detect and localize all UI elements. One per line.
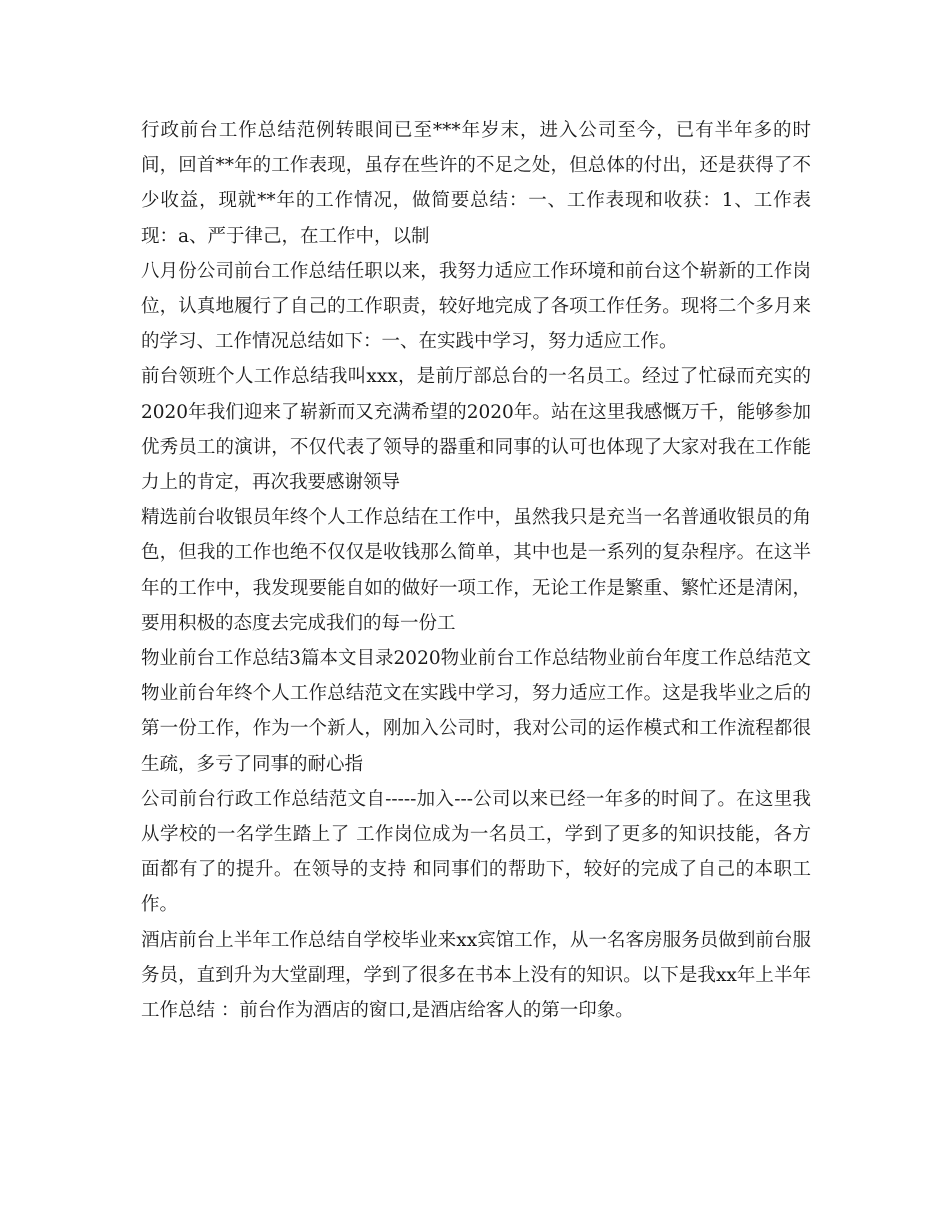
summary-paragraph-5: 物业前台工作总结3篇本文目录2020物业前台工作总结物业前台年度工作总结范文物业前台年终个人工作总结范文在实践中学习，努力适应工作。这是我毕业之后的第一份工作，作为一个新人，刚加入公司时，我对公司的运作模式和工作流程都很生疏，多亏了同事的耐心指 (141, 648, 811, 775)
summary-paragraph-7: 酒店前台上半年工作总结自学校毕业来xx宾馆工作，从一名客房服务员做到前台服务员，直到升为大堂副理，学到了很多在书本上没有的知识。以下是我xx年上半年工作总结 ：前台作为酒店的窗口,是酒店给客人的第一印象。 (141, 929, 811, 1022)
summary-paragraph-4: 精选前台收银员年终个人工作总结在工作中，虽然我只是充当一名普通收银员的角色，但我的工作也绝不仅仅是收钱那么简单，其中也是一系列的复杂程序。在这半年的工作中，我发现要能自如的做好一项工作，无论工作是繁重、繁忙还是清闲，要用积极的态度去完成我们的每一份工 (141, 507, 811, 634)
document-body (141, 113, 811, 1028)
summary-paragraph-3: 前台领班个人工作总结我叫xxx，是前厅部总台的一名员工。经过了忙碌而充实的2020年我们迎来了崭新而又充满希望的2020年。站在这里我感慨万千，能够参加优秀员工的演讲，不仅代表了领导的器重和同事的认可也体现了大家对我在工作能力上的肯定，再次我要感谢领导 (141, 366, 811, 494)
summary-paragraph-6: 公司前台行政工作总结范文自-----加入---公司以来已经一年多的时间了。在这里我从学校的一名学生踏上了 工作岗位成为一名员工，学到了更多的知识技能，各方面都有了的提升。在领导的支持 和同事们的帮助下，较好的完成了自己的本职工作。 (141, 788, 811, 916)
summary-paragraph-1: 行政前台工作总结范例转眼间已至***年岁末，进入公司至今，已有半年多的时间，回首**年的工作表现，虽存在些许的不足之处，但总体的付出，还是获得了不少收益，现就**年的工作情况，做简要总结：一、工作表现和收获：1、工作表现：a、严于律己，在工作中，以制 (141, 120, 811, 247)
summary-paragraph-2: 八月份公司前台工作总结任职以来，我努力适应工作环境和前台这个崭新的工作岗位，认真地履行了自己的工作职责，较好地完成了各项工作任务。现将二个多月来的学习、工作情况总结如下：一、在实践中学习，努力适应工作。 (141, 260, 811, 353)
